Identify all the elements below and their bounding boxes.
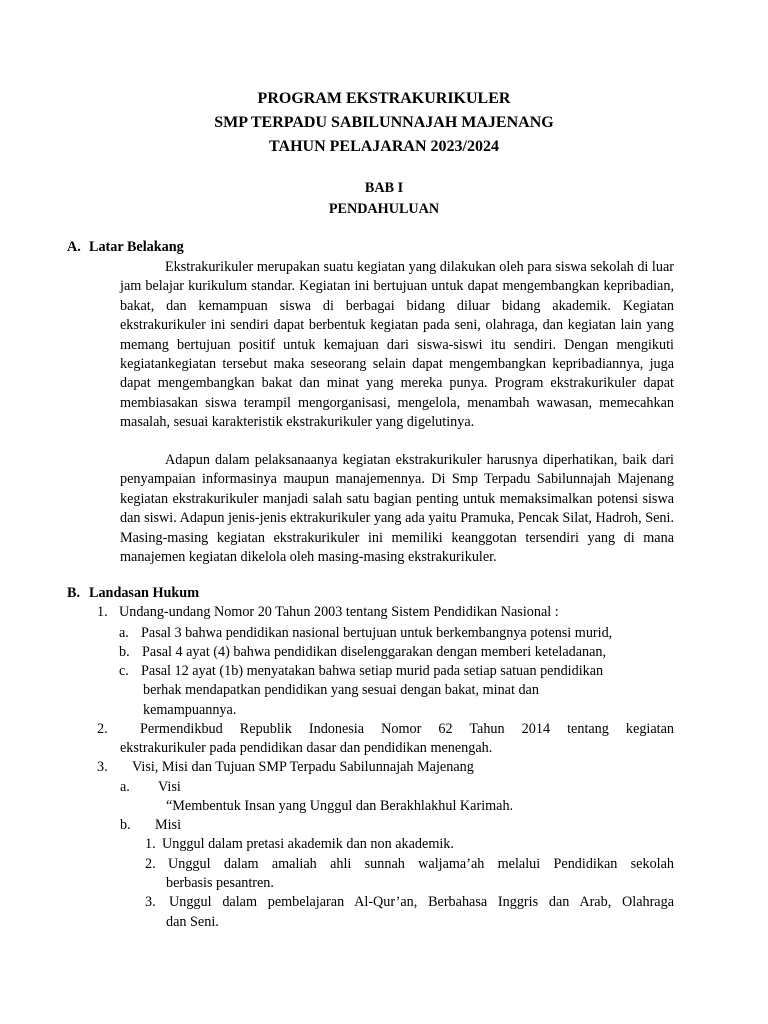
chapter-name: PENDAHULUAN — [328, 201, 440, 217]
item-2-marker: 2. — [97, 721, 108, 737]
section-b-marker: B. — [67, 585, 81, 601]
misi-3-line-1: Unggul dalam pembelajaran Al-Qur’an, Berbahasa Inggris dan Arab, Olahraga — [169, 894, 674, 910]
title-line-1: PROGRAM EKSTRAKURIKULER — [257, 90, 511, 107]
misi-3-line-2: dan Seni. — [166, 914, 219, 930]
misi-1-marker: 1. — [145, 836, 156, 852]
item-1-sub-a: Pasal 3 bahwa pendidikan nasional bertujuan untuk berkembangnya potensi murid, — [141, 625, 613, 641]
section-a-paragraph-1: Ekstrakurikuler merupakan suatu kegiatan yang dilakukan oleh para siswa sekolah di luar jam belajar kurikulum standar. Kegiatan ini bertujuan untuk dapat mengembangkan kepribadian, bakat, dan kemampuan siswa di berbagai bidang diluar bidang akademik. Kegiatan ekstrakurikuler ini sendiri dapat berbentuk kegiatan pada seni, olahraga, dan kegiatan lain yang memang bertujuan positif untuk kemajuan dari siswa-siswi itu sendiri. Dengan mengikuti kegiatankegiatan tersebut maka seseorang selain dapat mengembangkan kepribadiannya, juga dapat mengembangkan bakat dan minat yang mereka punya. Program ekstrakurikuler dapat membiasakan siswa terampil mengorganisasi, mengelola, menambah wawasan, memecahkan masalah, sesuai karakteristik ekstrakurikuler yang digelutinya. — [120, 259, 674, 431]
item-3-marker: 3. — [97, 759, 108, 775]
section-a-marker: A. — [67, 239, 81, 255]
visi-text: “Membentuk Insan yang Unggul dan Berakhlakhul Karimah. — [166, 798, 514, 814]
item-2-line-1: Permendikbud Republik Indonesia Nomor 62 Tahun 2014 tentang kegiatan — [140, 721, 674, 737]
item-1-text: Undang-undang Nomor 20 Tahun 2003 tentang Sistem Pendidikan Nasional : — [119, 604, 559, 620]
chapter-number: BAB I — [364, 180, 404, 196]
item-1-sub-c-line-1: Pasal 12 ayat (1b) menyatakan bahwa setiap murid pada setiap satuan pendidikan — [141, 663, 604, 679]
misi-marker: b. — [120, 817, 131, 833]
document-title — [0, 87, 768, 159]
item-1-marker: 1. — [97, 604, 108, 620]
misi-2-line-1: Unggul dalam amaliah ahli sunnah waljama’ah melalui Pendidikan sekolah — [168, 856, 674, 872]
section-b-heading: Landasan Hukum — [89, 585, 200, 601]
title-line-3: TAHUN PELAJARAN 2023/2024 — [269, 138, 499, 155]
misi-2-marker: 2. — [145, 856, 156, 872]
item-1-sub-a-marker: a. — [119, 625, 129, 641]
section-a-paragraph-2: Adapun dalam pelaksanaanya kegiatan ekstrakurikuler harusnya diperhatikan, baik dari penyampaian informasinya maupun manajemennya. Di Smp Terpadu Sabilunnajah Majenang kegiatan ekstrakurikuler manjadi salah satu bagian penting untuk memaksimalkan potensi siswa dan siswi. Adapun jenis-jenis ektrakurikuler yang ada yaitu Pramuka, Pencak Silat, Hadroh, Seni. Masing-masing kegiatan ekstrakurikuler ini memiliki keanggotan tersendiri yang di mana manajemen kegiatan dikelola oleh masing-masing ekstrakurikuler. — [120, 452, 674, 566]
title-line-2: SMP TERPADU SABILUNNAJAH MAJENANG — [214, 114, 554, 131]
misi-2-line-2: berbasis pesantren. — [166, 875, 274, 891]
item-1-sub-b: Pasal 4 ayat (4) bahwa pendidikan diselenggarakan dengan memberi keteladanan, — [142, 644, 607, 660]
visi-marker: a. — [120, 779, 130, 795]
item-3-text: Visi, Misi dan Tujuan SMP Terpadu Sabilunnajah Majenang — [132, 759, 474, 775]
misi-label: Misi — [155, 817, 182, 833]
item-1-sub-c-marker: c. — [119, 663, 129, 679]
item-1-sub-c-line-3: kemampuannya. — [143, 702, 237, 718]
visi-label: Visi — [158, 779, 181, 795]
chapter-heading — [0, 178, 768, 220]
misi-3-marker: 3. — [145, 894, 156, 910]
item-1-sub-b-marker: b. — [119, 644, 130, 660]
section-a-heading: Latar Belakang — [89, 239, 184, 255]
item-1-sub-c-line-2: berhak mendapatkan pendidikan yang sesuai dengan bakat, minat dan — [143, 682, 539, 698]
misi-1-text: Unggul dalam pretasi akademik dan non akademik. — [162, 836, 454, 852]
item-2-line-2: ekstrakurikuler pada pendidikan dasar dan pendidikan menengah. — [120, 740, 493, 756]
